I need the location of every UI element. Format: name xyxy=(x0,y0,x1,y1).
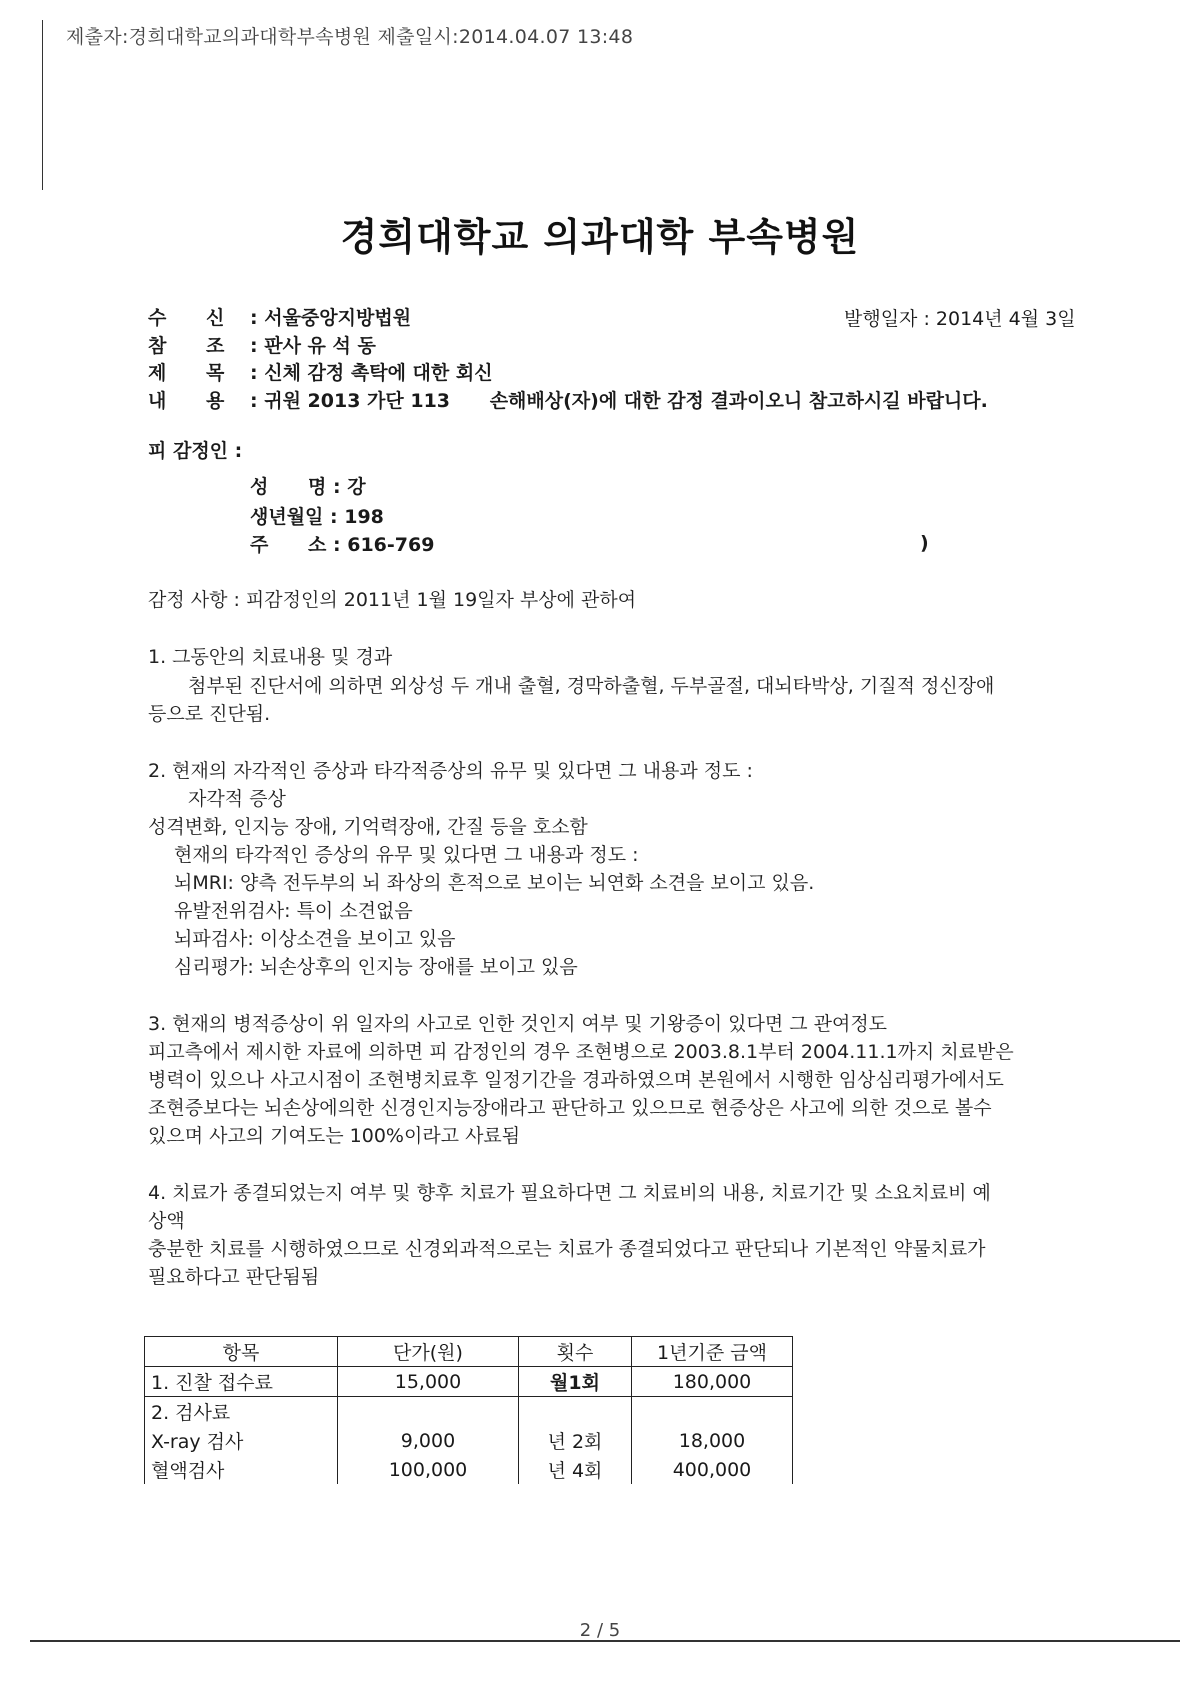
table-cell: 9,000 xyxy=(338,1426,519,1455)
table-cell: 년 2회 xyxy=(519,1426,632,1455)
section-2-line: 현재의 타각적인 증상의 유무 및 있다면 그 내용과 정도 : xyxy=(174,844,639,866)
column-header: 1년기준 금액 xyxy=(632,1337,793,1367)
table-cell: 400,000 xyxy=(632,1455,793,1484)
section-4-heading-cont: 상액 xyxy=(148,1210,185,1232)
fax-header: 제출자:경희대학교의과대학부속병원 제출일시:2014.04.07 13:48 xyxy=(66,26,634,48)
table-cell: 년 4회 xyxy=(519,1455,632,1484)
footer-divider xyxy=(30,1640,1180,1642)
subject-name: 성 명 : 강 xyxy=(250,476,366,498)
section-1-text-cont: 등으로 진단됨. xyxy=(148,703,271,725)
section-4-line: 필요하다고 판단됨됨 xyxy=(148,1266,320,1288)
section-2-line: 심리평가: 뇌손상후의 인지능 장애를 보이고 있음 xyxy=(174,956,578,978)
subject-address-end: ) xyxy=(920,532,929,554)
fee-table xyxy=(144,1336,793,1484)
table-cell: 1. 진찰 접수료 xyxy=(145,1367,338,1397)
subject-address: 주 소 : 616-769 xyxy=(250,534,435,556)
table-cell xyxy=(632,1397,793,1427)
section-3-line: 병력이 있으나 사고시점이 조현병치료후 일정기간을 경과하였으며 본원에서 시행한 임상심리평가에서도 xyxy=(148,1069,1004,1091)
table-cell: 2. 검사료 xyxy=(145,1397,338,1427)
document-title: 경희대학교 의과대학 부속병원 xyxy=(340,215,860,259)
section-2-line: 유발전위검사: 특이 소견없음 xyxy=(174,900,413,922)
column-header: 단가(원) xyxy=(338,1337,519,1367)
table-cell: 혈액검사 xyxy=(145,1455,338,1484)
table-row xyxy=(145,1455,793,1484)
table-header-row xyxy=(145,1337,793,1367)
column-header: 횟수 xyxy=(519,1337,632,1367)
subject-heading: 피 감정인 : xyxy=(148,440,243,462)
subject-dob: 생년월일 : 198 xyxy=(250,506,384,528)
section-1-text: 첨부된 진단서에 의하면 외상성 두 개내 출혈, 경막하출혈, 두부골절, 대뇌타박상, 기질적 정신장애 xyxy=(188,675,995,697)
table-cell: 100,000 xyxy=(338,1455,519,1484)
table-row xyxy=(145,1426,793,1455)
issue-date: 발행일자 : 2014년 4월 3일 xyxy=(844,308,1076,330)
left-margin-line xyxy=(42,20,43,190)
meta-recipient: 수 신 : 서울중앙지방법원 xyxy=(148,307,412,329)
table-cell: 15,000 xyxy=(338,1367,519,1397)
section-3-heading: 3. 현재의 병적증상이 위 일자의 사고로 인한 것인지 여부 및 기왕증이 있다면 그 관여정도 xyxy=(148,1013,888,1035)
table-cell: X-ray 검사 xyxy=(145,1426,338,1455)
table-cell: 180,000 xyxy=(632,1367,793,1397)
section-2-line: 뇌파검사: 이상소견을 보이고 있음 xyxy=(174,928,456,950)
table-cell: 월1회 xyxy=(519,1367,632,1397)
section-3-line: 피고측에서 제시한 자료에 의하면 피 감정인의 경우 조현병으로 2003.8.1부터 2004.11.1까지 치료받은 xyxy=(148,1041,1014,1063)
table-cell: 18,000 xyxy=(632,1426,793,1455)
meta-reference: 참 조 : 판사 유 석 동 xyxy=(148,335,376,357)
page-number: 2 / 5 xyxy=(579,1620,621,1641)
section-4-heading: 4. 치료가 종결되었는지 여부 및 향후 치료가 필요하다면 그 치료비의 내용, 치료기간 및 소요치료비 예 xyxy=(148,1182,991,1204)
section-4-line: 충분한 치료를 시행하였으므로 신경외과적으로는 치료가 종결되었다고 판단되나 기본적인 약물치료가 xyxy=(148,1238,986,1260)
table-row xyxy=(145,1367,793,1397)
column-header: 항목 xyxy=(145,1337,338,1367)
table-cell xyxy=(519,1397,632,1427)
section-1-heading: 1. 그동안의 치료내용 및 경과 xyxy=(148,646,393,668)
section-2-line: 뇌MRI: 양측 전두부의 뇌 좌상의 흔적으로 보이는 뇌연화 소견을 보이고 있음. xyxy=(174,872,815,894)
meta-content: 내 용 : 귀원 2013 가단 113 손해배상(자)에 대한 감정 결과이오니 참고하시길 바랍니다. xyxy=(148,390,988,412)
table-row xyxy=(145,1397,793,1427)
section-2-heading: 2. 현재의 자각적인 증상과 타각적증상의 유무 및 있다면 그 내용과 정도 : xyxy=(148,760,753,782)
table-cell xyxy=(338,1397,519,1427)
section-3-line: 있으며 사고의 기여도는 100%이라고 사료됨 xyxy=(148,1125,521,1147)
section-2-line: 자각적 증상 xyxy=(188,788,286,810)
appraisal-items: 감정 사항 : 피감정인의 2011년 1월 19일자 부상에 관하여 xyxy=(148,589,637,611)
section-3-line: 조현증보다는 뇌손상에의한 신경인지능장애라고 판단하고 있으므로 현증상은 사고에 의한 것으로 볼수 xyxy=(148,1097,992,1119)
meta-subject: 제 목 : 신체 감정 촉탁에 대한 회신 xyxy=(148,362,493,384)
section-2-line: 성격변화, 인지능 장애, 기억력장애, 간질 등을 호소함 xyxy=(148,816,588,838)
